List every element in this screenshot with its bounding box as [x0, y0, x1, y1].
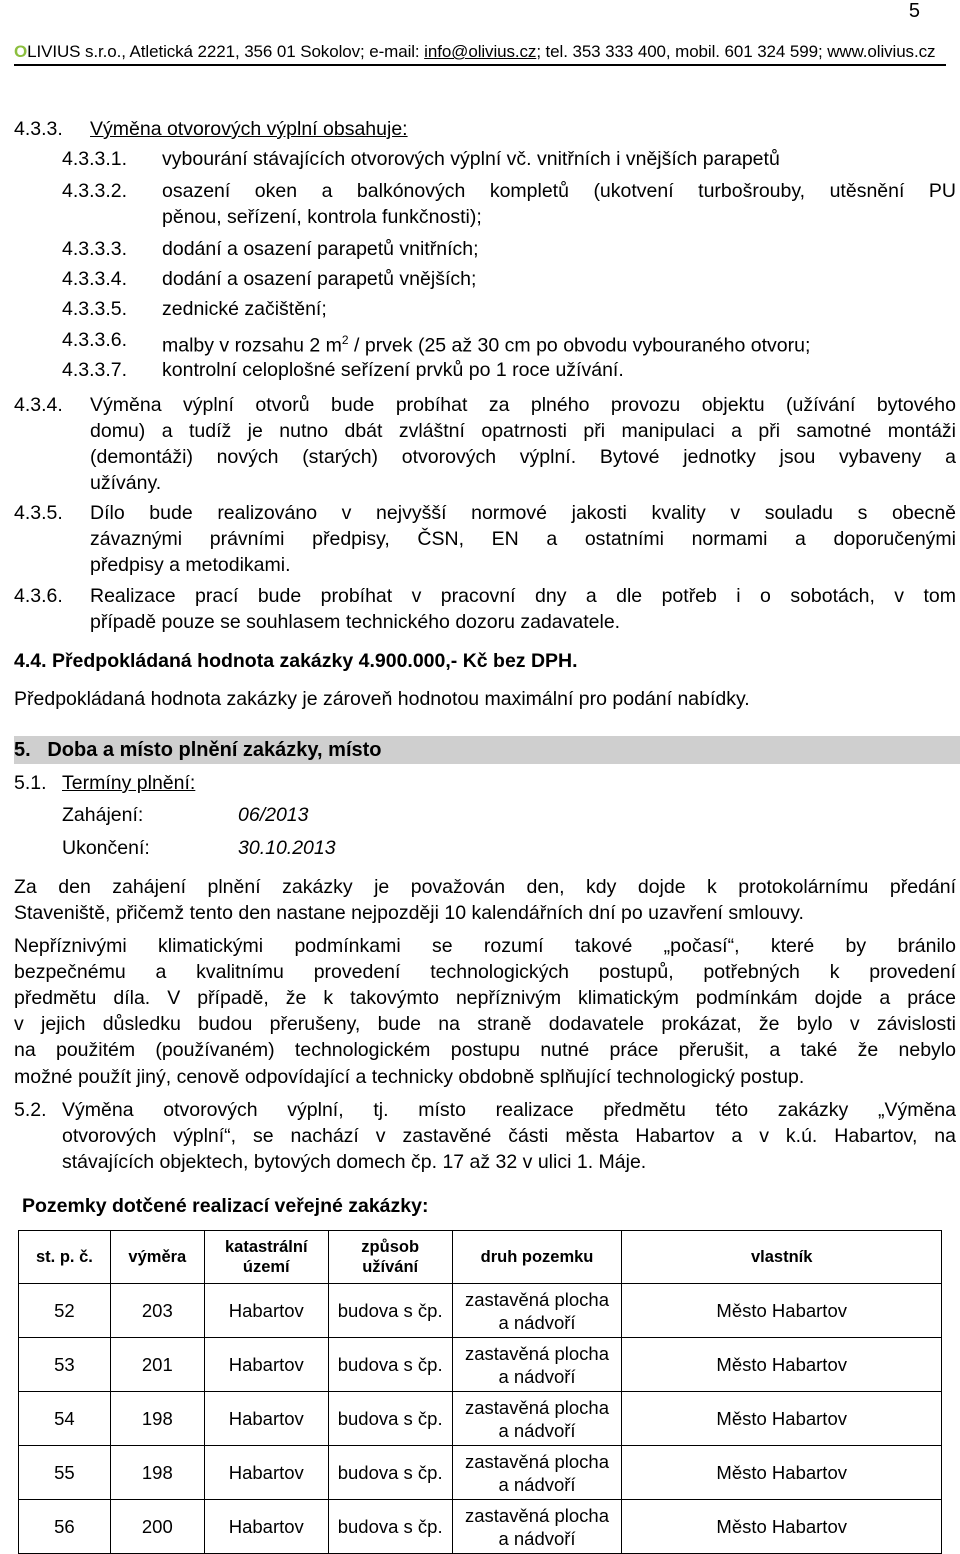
cell-land-type [452, 1338, 622, 1392]
cell-cadastral-area: Habartov [204, 1338, 328, 1392]
table-row [19, 1446, 942, 1500]
item-text [162, 327, 810, 359]
land-type-line: zastavěná plocha [465, 1504, 609, 1526]
start-value: 06/2013 [238, 804, 309, 826]
column-header-text: výměra [128, 1248, 187, 1266]
land-type-line: zastavěná plocha [465, 1450, 609, 1472]
column-header [204, 1231, 328, 1284]
table-header-row [19, 1231, 942, 1284]
page-number: 5 [908, 0, 920, 22]
land-type-line: a nádvoří [498, 1419, 576, 1441]
cell-parcel-number: 55 [19, 1446, 111, 1500]
cell-owner: Město Habartov [622, 1338, 942, 1392]
cell-owner: Město Habartov [622, 1392, 942, 1446]
paragraph-line: předpisy a metodikami. [90, 554, 291, 576]
cell-parcel-number: 54 [19, 1392, 111, 1446]
paragraph-line: Realizace prací bude probíhat v pracovní dny a dle potřeb i o sobotách, v tom [90, 585, 956, 607]
section-heading-bar [14, 736, 960, 764]
paragraph-line: domu) a tudíž je nutno dbát zvláštní opatrnosti při manipulaci a při samotné montáži [90, 420, 956, 442]
item-text: zednické začištění; [162, 298, 327, 320]
cell-area: 198 [110, 1446, 204, 1500]
item-text-part: / prvek (25 až 30 cm po obvodu vybouraného otvoru; [348, 334, 811, 357]
paragraph-line: užívány. [90, 472, 162, 494]
column-header [110, 1231, 204, 1284]
paragraph-line: možné použít jiný, cenově odpovídající a technicky obdobně splňující technologický postup. [14, 1066, 805, 1088]
cell-area: 198 [110, 1392, 204, 1446]
cell-land-type [452, 1500, 622, 1554]
paragraph-line: stávajících objektech, bytových domech čp. 17 až 32 v ulici 1. Máje. [62, 1151, 647, 1173]
paragraph-line: Výměna výplní otvorů bude probíhat za plného provozu objektu (užívání bytového [90, 394, 956, 416]
item-number: 4.3.3.2. [62, 180, 128, 202]
column-header-text: území [242, 1258, 290, 1276]
column-header-text: způsob [361, 1238, 420, 1256]
cell-area: 203 [110, 1284, 204, 1338]
section-number: 5.1. [14, 772, 47, 794]
paragraph-line: závaznými právními předpisy, ČSN, EN a ostatními normami a doporučenými [90, 528, 956, 550]
cell-owner: Město Habartov [622, 1500, 942, 1554]
cell-cadastral-area: Habartov [204, 1500, 328, 1554]
paragraph-line: Nepříznivými klimatickými podmínkami se rozumí takové „počasí“, které by bránilo [14, 935, 956, 957]
column-header-text: katastrální [224, 1238, 308, 1256]
table-row [19, 1392, 942, 1446]
item-text: dodání a osazení parapetů vnějších; [162, 268, 477, 290]
section-number: 4.3.6. [14, 585, 63, 607]
land-type-line: a nádvoří [498, 1473, 576, 1495]
cell-usage: budova s čp. [328, 1446, 452, 1500]
end-value: 30.10.2013 [238, 837, 336, 859]
paragraph-line: na použitém (používaném) technologickém postupu nutné práce přerušit, a také že nebylo [14, 1039, 956, 1061]
end-label: Ukončení: [62, 837, 150, 859]
item-text-continued: pěnou, seřízení, kontrola funkčnosti); [162, 206, 482, 228]
cell-cadastral-area: Habartov [204, 1446, 328, 1500]
section-heading: 5. Doba a místo plnění zakázky, místo [14, 739, 382, 761]
paragraph-line: Dílo bude realizováno v nejvyšší normové jakosti kvality v souladu s obecně [90, 502, 956, 524]
column-header-text: druh pozemku [480, 1248, 594, 1266]
start-label: Zahájení: [62, 804, 144, 826]
cell-owner: Město Habartov [622, 1284, 942, 1338]
cell-cadastral-area: Habartov [204, 1284, 328, 1338]
header-divider [14, 64, 946, 66]
section-number: 4.3.3. [14, 118, 63, 140]
section-number: 4.3.4. [14, 394, 63, 416]
letterhead-contact: ; tel. 353 333 400, mobil. 601 324 599; www.olivius.cz [536, 42, 936, 61]
table-row [19, 1284, 942, 1338]
paragraph-line: Staveniště, přičemž tento den nastane nejpozději 10 kalendářních dní po uzavření smlouvy. [14, 902, 804, 924]
paragraph-line: otvorových výplní“, se nachází v zastavěné části města Habartov a v k.ú. Habartov, na [62, 1125, 956, 1147]
cell-area: 201 [110, 1338, 204, 1392]
cell-land-type [452, 1284, 622, 1338]
cell-usage: budova s čp. [328, 1392, 452, 1446]
land-type-line: zastavěná plocha [465, 1342, 609, 1364]
cell-usage: budova s čp. [328, 1500, 452, 1554]
land-type-line: a nádvoří [498, 1365, 576, 1387]
section-heading: 4.4. Předpokládaná hodnota zakázky 4.900.000,- Kč bez DPH. [14, 650, 578, 672]
cell-land-type [452, 1392, 622, 1446]
column-header-text: užívání [362, 1258, 419, 1276]
item-number: 4.3.3.4. [62, 268, 128, 290]
land-type-line: a nádvoří [498, 1311, 576, 1333]
item-number: 4.3.3.1. [62, 148, 128, 170]
paragraph-line: (demontáži) nových (starých) otvorových výplní. Bytové jednotky jsou vybaveny a [90, 446, 956, 468]
paragraph: Předpokládaná hodnota zakázky je zároveň hodnotou maximální pro podání nabídky. [14, 688, 750, 710]
cell-area: 200 [110, 1500, 204, 1554]
paragraph-line: Za den zahájení plnění zakázky je považován den, kdy dojde k protokolárnímu předání [14, 876, 956, 898]
item-number: 4.3.3.6. [62, 329, 128, 351]
paragraph-line: Výměna otvorových výplní, tj. místo realizace předmětu této zakázky „Výměna [62, 1099, 956, 1121]
superscript: 2 [341, 333, 349, 347]
section-title: Výměna otvorových výplní obsahuje: [90, 118, 408, 140]
paragraph-line: předmětu díla. V případě, že k takovýmto nepříznivým klimatickým podmínkám dojde a práce [14, 987, 956, 1009]
letterhead-address: LIVIUS s.r.o., Atletická 2221, 356 01 Sokolov; e-mail: [27, 42, 425, 61]
brand-initial: O [14, 42, 28, 61]
item-number: 4.3.3.3. [62, 238, 128, 260]
item-number: 4.3.3.7. [62, 359, 128, 381]
column-header-text: vlastník [750, 1248, 813, 1266]
section-title: Termíny plnění: [62, 772, 196, 794]
cell-parcel-number: 56 [19, 1500, 111, 1554]
item-text: kontrolní celoplošné seřízení prvků po 1 roce užívání. [162, 359, 624, 381]
cell-usage: budova s čp. [328, 1338, 452, 1392]
paragraph-line: případě pouze se souhlasem technického dozoru zadavatele. [90, 611, 621, 633]
column-header [328, 1231, 452, 1284]
letterhead [14, 42, 935, 62]
column-header-text: st. p. č. [36, 1248, 93, 1266]
paragraph-line: bezpečnému a kvalitnímu provedení technologických postupů, potřebných k provedení [14, 961, 956, 983]
table-row [19, 1500, 942, 1554]
section-number: 4.3.5. [14, 502, 63, 524]
cell-parcel-number: 52 [19, 1284, 111, 1338]
section-number: 5.2. [14, 1099, 47, 1121]
cell-parcel-number: 53 [19, 1338, 111, 1392]
parcels-table [18, 1230, 942, 1554]
land-type-line: a nádvoří [498, 1527, 576, 1549]
table-heading: Pozemky dotčené realizací veřejné zakázky: [22, 1195, 429, 1217]
column-header [19, 1231, 111, 1284]
item-text: osazení oken a balkónových kompletů (ukotvení turbošrouby, utěsnění PU [162, 180, 956, 202]
email-link[interactable]: info@olivius.cz [424, 42, 537, 61]
item-text-part: malby v rozsahu 2 m [162, 334, 342, 357]
item-text: dodání a osazení parapetů vnitřních; [162, 238, 479, 260]
cell-owner: Město Habartov [622, 1446, 942, 1500]
paragraph-line: v jejich důsledku budou přerušeny, bude na straně dodavatele prokázat, že bylo v závislosti [14, 1013, 956, 1035]
item-text: vybourání stávajících otvorových výplní vč. vnitřních i vnějších parapetů [162, 148, 780, 170]
column-header [622, 1231, 942, 1284]
land-type-line: zastavěná plocha [465, 1288, 609, 1310]
cell-cadastral-area: Habartov [204, 1392, 328, 1446]
item-number: 4.3.3.5. [62, 298, 128, 320]
cell-usage: budova s čp. [328, 1284, 452, 1338]
table-row [19, 1338, 942, 1392]
cell-land-type [452, 1446, 622, 1500]
column-header [452, 1231, 622, 1284]
land-type-line: zastavěná plocha [465, 1396, 609, 1418]
